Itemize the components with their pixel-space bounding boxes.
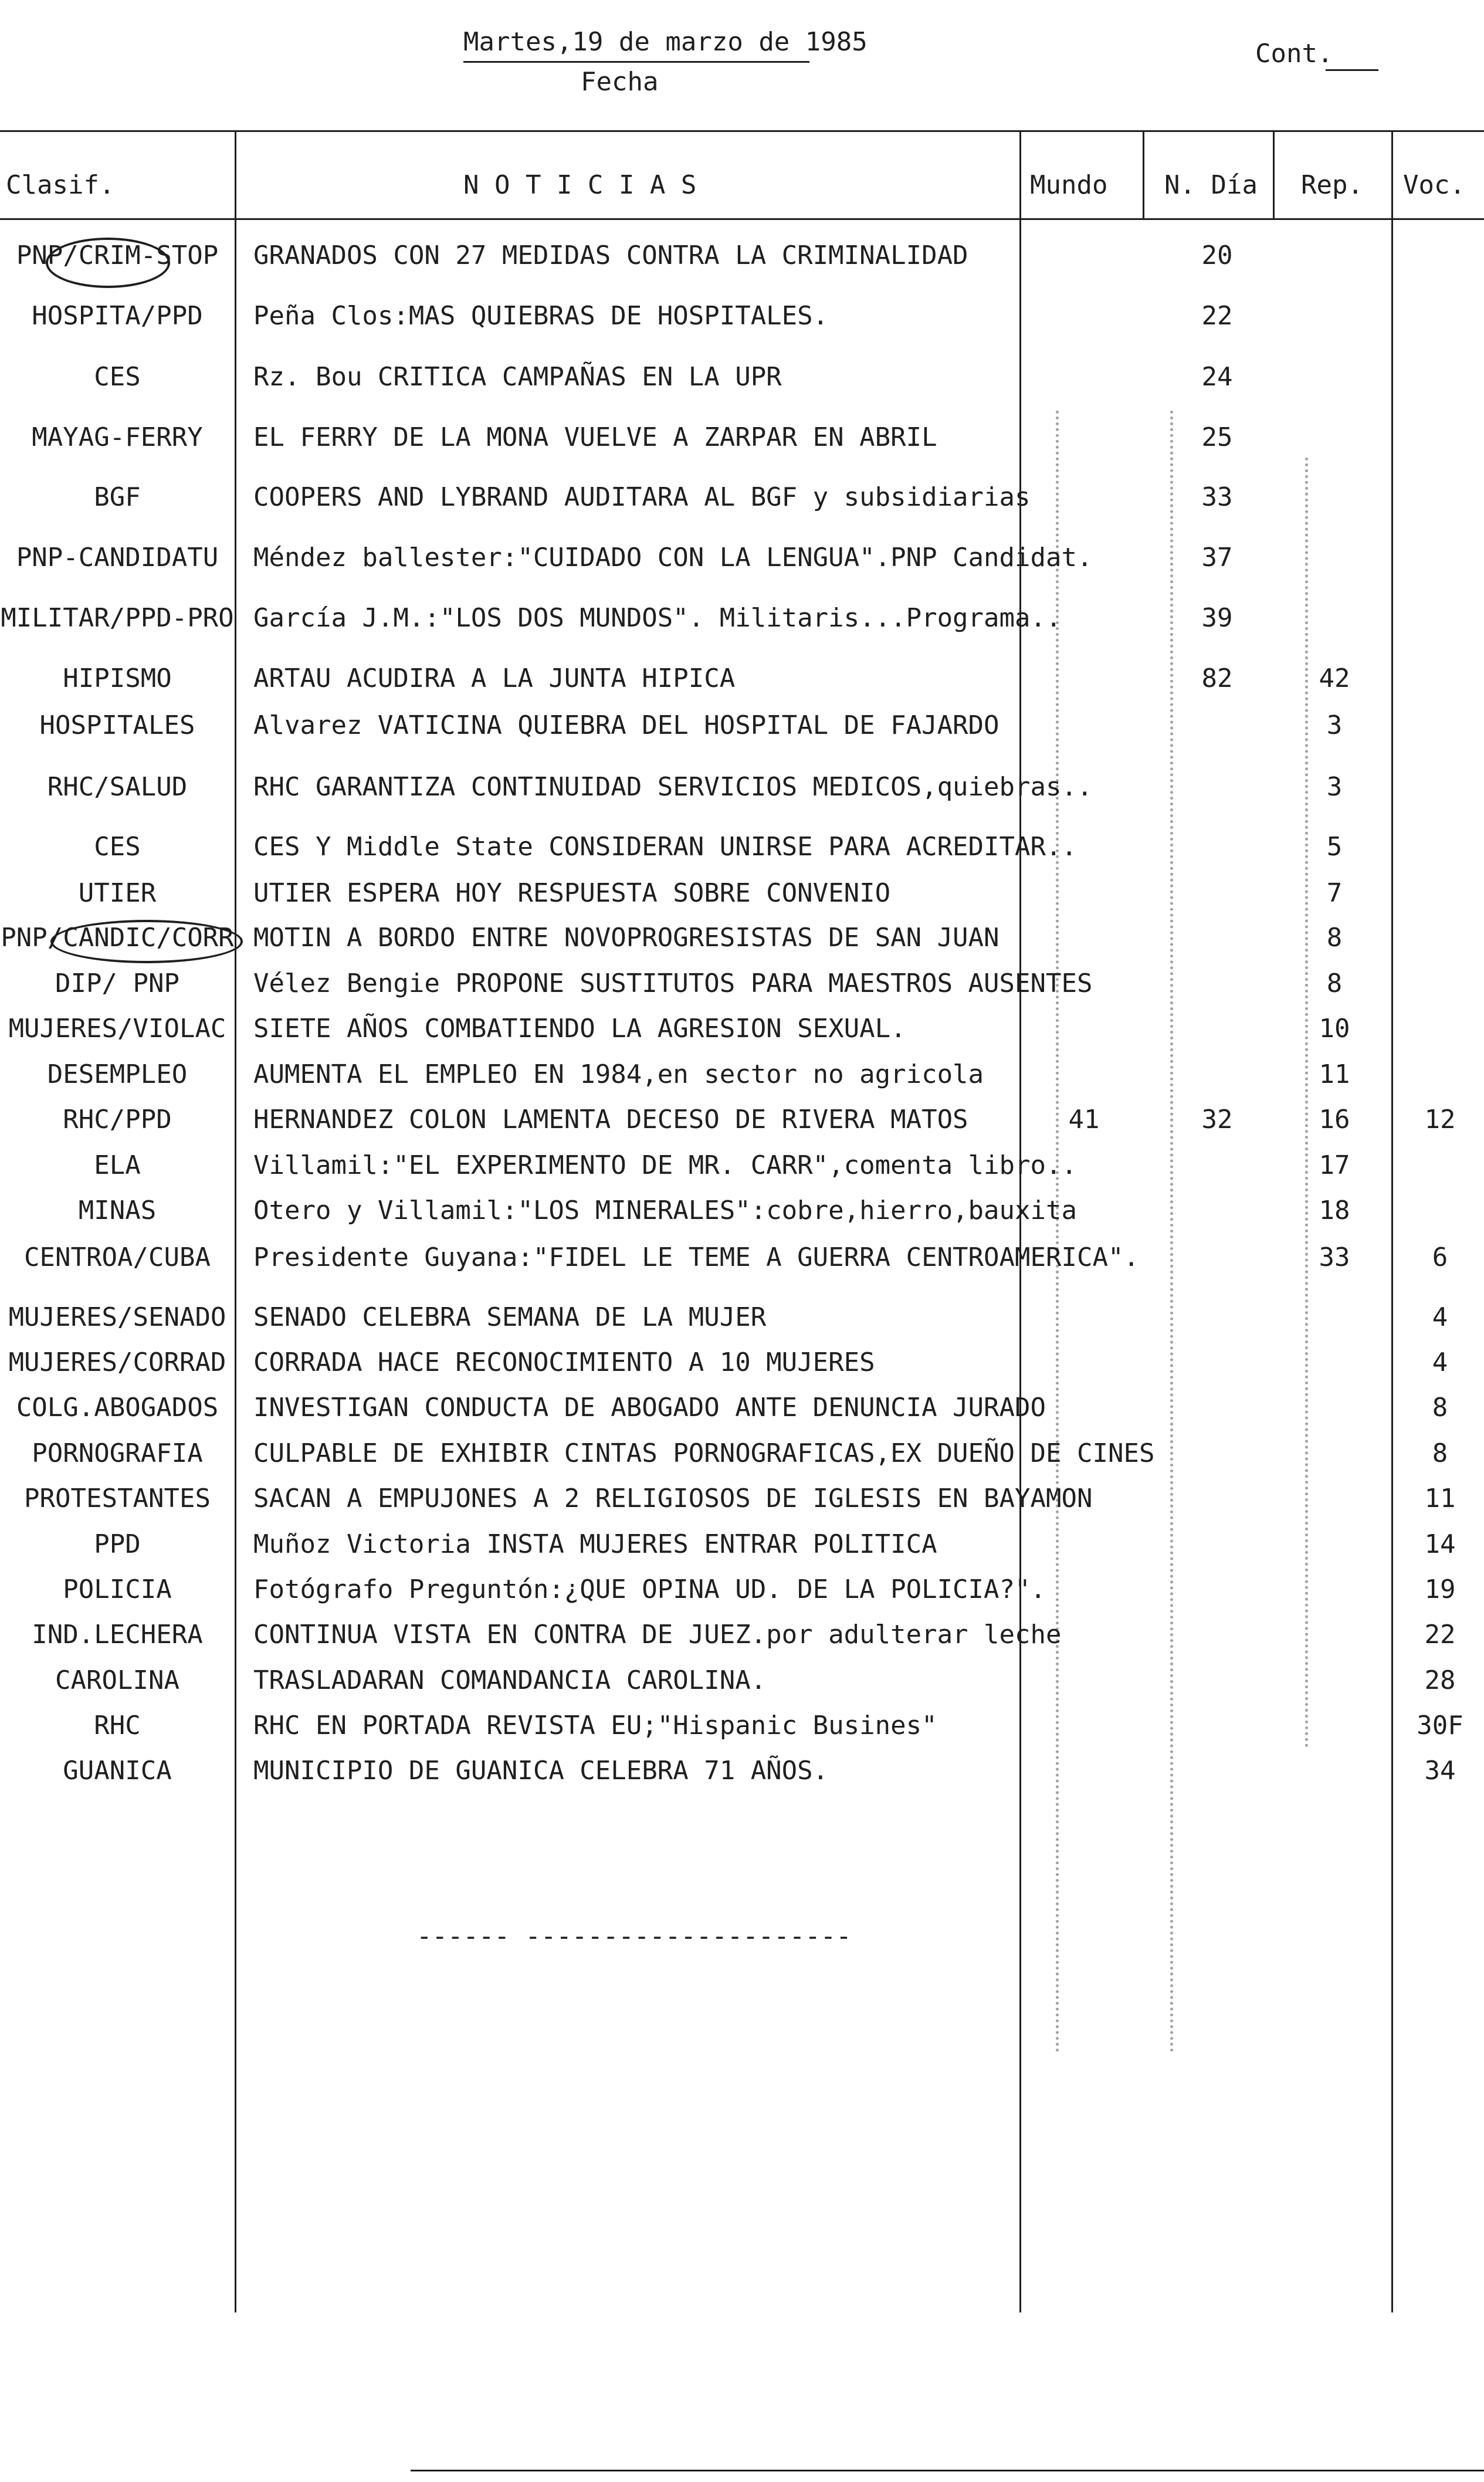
row-noticia-cell: SIETE AÑOS COMBATIENDO LA AGRESION SEXUAL. <box>253 1014 906 1044</box>
row-rep-cell: 18 <box>1319 1196 1350 1225</box>
row-noticia-cell: Alvarez VATICINA QUIEBRA DEL HOSPITAL DE FAJARDO <box>253 710 1000 740</box>
pen-circle-annotation <box>46 238 170 288</box>
row-clasif-cell: GUANICA <box>63 1756 172 1786</box>
row-clasif-cell: CENTROA/CUBA <box>24 1242 211 1272</box>
pen-circle-annotation <box>50 920 243 963</box>
row-rep-cell: 42 <box>1319 663 1350 693</box>
row-clasif-cell: HIPISMO <box>63 663 172 693</box>
row-rep-cell: 17 <box>1319 1150 1350 1180</box>
column-header-mundo: Mundo <box>1030 170 1108 200</box>
row-noticia-cell: Muñoz Victoria INSTA MUJERES ENTRAR POLITICA <box>253 1529 937 1559</box>
column-divider-mundo <box>1143 130 1144 218</box>
row-rep-cell: 8 <box>1326 969 1343 998</box>
row-clasif-cell: PORNOGRAFIA <box>32 1438 203 1468</box>
column-divider-ndia <box>1273 130 1275 218</box>
row-noticia-cell: Rz. Bou CRITICA CAMPAÑAS EN LA UPR <box>253 362 782 392</box>
row-clasif-cell: ELA <box>94 1150 141 1180</box>
row-clasif-cell: COLG.ABOGADOS <box>16 1393 219 1423</box>
row-clasif-cell: CAROLINA <box>55 1665 179 1695</box>
row-noticia-cell: MOTIN A BORDO ENTRE NOVOPROGRESISTAS DE SAN JUAN <box>253 923 1000 953</box>
row-rep-cell: 3 <box>1326 710 1343 740</box>
row-voc-cell: 6 <box>1432 1242 1448 1272</box>
row-rep-cell: 7 <box>1326 878 1343 908</box>
row-ndia-cell: 25 <box>1201 422 1233 452</box>
row-voc-cell: 34 <box>1424 1756 1456 1786</box>
row-voc-cell: 14 <box>1424 1529 1456 1559</box>
row-clasif-cell: CES <box>94 832 141 862</box>
row-clasif-cell: DESEMPLEO <box>47 1059 188 1089</box>
row-clasif-cell: CES <box>94 362 141 392</box>
row-noticia-cell: RHC EN PORTADA REVISTA EU;"Hispanic Busines" <box>253 1711 937 1741</box>
row-clasif-cell: PNP-CANDIDATU <box>16 543 219 573</box>
row-clasif-cell: PROTESTANTES <box>24 1484 211 1513</box>
row-rep-cell: 10 <box>1319 1014 1350 1044</box>
row-noticia-cell: COOPERS AND LYBRAND AUDITARA AL BGF y subsidiarias <box>253 482 1031 512</box>
column-header-clasif: Clasif. <box>6 170 115 200</box>
row-rep-cell: 5 <box>1326 832 1343 862</box>
page-bottom-line <box>411 2470 1484 2471</box>
row-voc-cell: 8 <box>1432 1393 1448 1423</box>
dotted-trace-mundo <box>1056 411 1059 2053</box>
row-clasif-cell: PNP/CANDIC/CORR <box>1 923 234 953</box>
row-clasif-cell: UTIER <box>78 878 157 908</box>
row-noticia-cell: Fotógrafo Preguntón:¿QUE OPINA UD. DE LA POLICIA?". <box>253 1574 1046 1604</box>
row-voc-cell: 22 <box>1424 1620 1456 1650</box>
header-date: Martes,19 de marzo de 1985 <box>463 27 868 57</box>
row-clasif-cell: DIP/ PNP <box>55 969 179 998</box>
header-cont-label: Cont. <box>1255 39 1333 69</box>
row-ndia-cell: 82 <box>1201 663 1233 693</box>
row-noticia-cell: RHC GARANTIZA CONTINUIDAD SERVICIOS MEDICOS,quiebras.. <box>253 772 1093 802</box>
row-clasif-cell: MUJERES/SENADO <box>8 1302 226 1332</box>
column-header-ndia: N. Día <box>1164 170 1258 200</box>
row-rep-cell: 11 <box>1319 1059 1350 1089</box>
row-clasif-cell: HOSPITA/PPD <box>32 301 203 331</box>
dotted-trace-rep <box>1305 458 1308 1748</box>
row-clasif-cell: MILITAR/PPD-PRO <box>1 603 234 633</box>
row-noticia-cell: INVESTIGAN CONDUCTA DE ABOGADO ANTE DENUNCIA JURADO <box>253 1393 1046 1423</box>
row-ndia-cell: 22 <box>1201 301 1233 331</box>
row-noticia-cell: ARTAU ACUDIRA A LA JUNTA HIPICA <box>253 663 736 693</box>
row-rep-cell: 33 <box>1319 1242 1350 1272</box>
row-ndia-cell: 39 <box>1201 603 1233 633</box>
row-ndia-cell: 32 <box>1201 1105 1233 1135</box>
row-clasif-cell: MUJERES/VIOLAC <box>8 1014 226 1044</box>
row-noticia-cell: Otero y Villamil:"LOS MINERALES":cobre,hierro,bauxita <box>253 1196 1077 1225</box>
row-voc-cell: 12 <box>1424 1105 1456 1135</box>
date-underline <box>463 61 809 63</box>
row-noticia-cell: TRASLADARAN COMANDANCIA CAROLINA. <box>253 1665 767 1695</box>
row-noticia-cell: CONTINUA VISTA EN CONTRA DE JUEZ.por adulterar leche <box>253 1620 1062 1650</box>
row-clasif-cell: HOSPITALES <box>39 710 195 740</box>
column-header-voc: Voc. <box>1403 170 1465 200</box>
column-divider-clasif <box>235 130 236 2312</box>
row-rep-cell: 3 <box>1326 772 1343 802</box>
row-voc-cell: 8 <box>1432 1438 1448 1468</box>
row-clasif-cell: RHC/SALUD <box>47 772 188 802</box>
row-noticia-cell: AUMENTA EL EMPLEO EN 1984,en sector no agricola <box>253 1059 984 1089</box>
cont-underline <box>1326 69 1378 71</box>
row-noticia-cell: CULPABLE DE EXHIBIR CINTAS PORNOGRAFICAS,EX DUEÑO DE CINES <box>253 1438 1155 1468</box>
row-noticia-cell: SENADO CELEBRA SEMANA DE LA MUJER <box>253 1302 767 1332</box>
dotted-trace-ndia <box>1170 411 1173 2053</box>
column-header-rep: Rep. <box>1301 170 1363 200</box>
row-noticia-cell: García J.M.:"LOS DOS MUNDOS". Militaris...Programa.. <box>253 603 1062 633</box>
row-rep-cell: 8 <box>1326 923 1343 953</box>
row-clasif-cell: POLICIA <box>63 1574 172 1604</box>
row-voc-cell: 19 <box>1424 1574 1456 1604</box>
row-ndia-cell: 33 <box>1201 482 1233 512</box>
row-noticia-cell: Peña Clos:MAS QUIEBRAS DE HOSPITALES. <box>253 301 829 331</box>
row-noticia-cell: UTIER ESPERA HOY RESPUESTA SOBRE CONVENIO <box>253 878 891 908</box>
row-noticia-cell: Presidente Guyana:"FIDEL LE TEME A GUERRA CENTROAMERICA". <box>253 1242 1139 1272</box>
row-voc-cell: 4 <box>1432 1302 1448 1332</box>
row-noticia-cell: CORRADA HACE RECONOCIMIENTO A 10 MUJERES <box>253 1347 875 1377</box>
table-header-border <box>0 218 1484 220</box>
row-voc-cell: 4 <box>1432 1347 1448 1377</box>
row-noticia-cell: EL FERRY DE LA MONA VUELVE A ZARPAR EN ABRIL <box>253 422 937 452</box>
row-clasif-cell: MAYAG-FERRY <box>32 422 203 452</box>
row-ndia-cell: 24 <box>1201 362 1233 392</box>
row-voc-cell: 11 <box>1424 1484 1456 1513</box>
row-clasif-cell: PNP/CRIM-STOP <box>16 241 219 270</box>
row-clasif-cell: MINAS <box>78 1196 157 1225</box>
row-noticia-cell: GRANADOS CON 27 MEDIDAS CONTRA LA CRIMINALIDAD <box>253 241 968 270</box>
row-noticia-cell: CES Y Middle State CONSIDERAN UNIRSE PARA ACREDITAR.. <box>253 832 1077 862</box>
row-clasif-cell: RHC/PPD <box>63 1105 172 1135</box>
row-clasif-cell: PPD <box>94 1529 141 1559</box>
row-voc-cell: 30F <box>1417 1711 1463 1741</box>
row-noticia-cell: MUNICIPIO DE GUANICA CELEBRA 71 AÑOS. <box>253 1756 829 1786</box>
row-rep-cell: 16 <box>1319 1105 1350 1135</box>
column-header-noticias: N O T I C I A S <box>463 170 697 200</box>
header-fecha-label: Fecha <box>581 67 659 97</box>
row-clasif-cell: RHC <box>94 1711 141 1741</box>
row-noticia-cell: HERNANDEZ COLON LAMENTA DECESO DE RIVERA MATOS <box>253 1105 968 1135</box>
row-clasif-cell: MUJERES/CORRAD <box>8 1347 226 1377</box>
row-clasif-cell: IND.LECHERA <box>32 1620 203 1650</box>
row-mundo-cell: 41 <box>1068 1105 1100 1135</box>
table-top-border <box>0 130 1484 132</box>
row-noticia-cell: Vélez Bengie PROPONE SUSTITUTOS PARA MAESTROS AUSENTES <box>253 969 1093 998</box>
row-noticia-cell: Villamil:"EL EXPERIMENTO DE MR. CARR",comenta libro.. <box>253 1150 1077 1180</box>
row-clasif-cell: BGF <box>94 482 141 512</box>
row-voc-cell: 28 <box>1424 1665 1456 1695</box>
row-ndia-cell: 37 <box>1201 543 1233 573</box>
end-of-list-dashes: ------ --------------------- <box>416 1921 852 1951</box>
row-noticia-cell: Méndez ballester:"CUIDADO CON LA LENGUA".PNP Candidat. <box>253 543 1093 573</box>
row-ndia-cell: 20 <box>1201 241 1233 270</box>
row-noticia-cell: SACAN A EMPUJONES A 2 RELIGIOSOS DE IGLESIS EN BAYAMON <box>253 1484 1093 1513</box>
column-divider-rep <box>1391 130 1393 2312</box>
